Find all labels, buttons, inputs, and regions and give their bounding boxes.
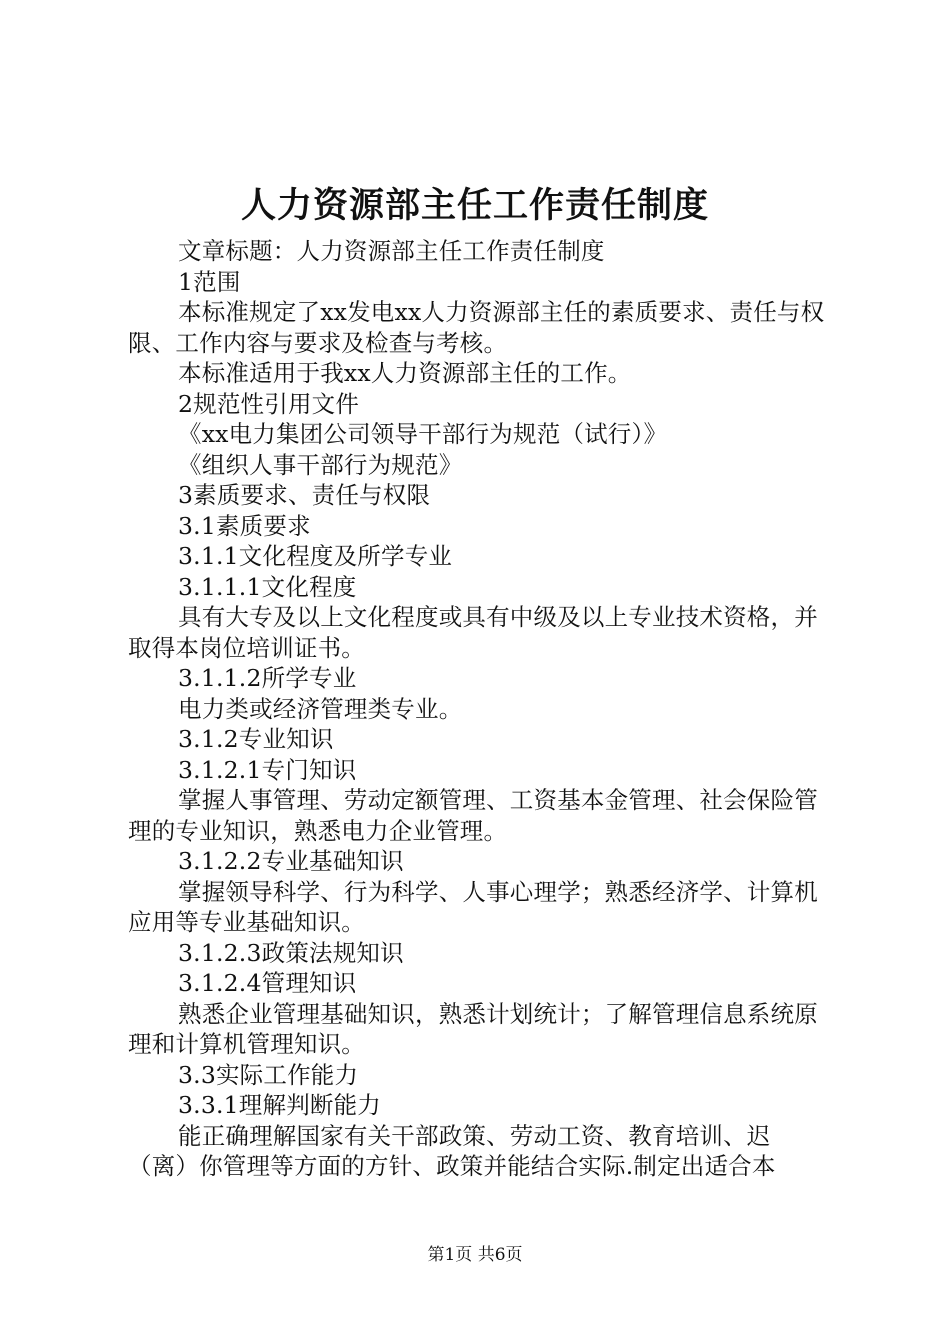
document-title: 人力资源部主任工作责任制度 bbox=[240, 186, 709, 226]
paragraph: 电力类或经济管理类专业。 bbox=[178, 694, 463, 723]
section-heading: 3.1.2.3政策法规知识 bbox=[178, 938, 404, 967]
paragraph: 掌握人事管理、劳动定额管理、工资基本金管理、社会保险管理的专业知识，熟悉电力企业管理。 bbox=[128, 786, 818, 845]
section-heading: 3.1.1.1文化程度 bbox=[178, 572, 357, 601]
section-heading: 3.1.2专业知识 bbox=[178, 725, 334, 753]
section-heading: 3.3实际工作能力 bbox=[178, 1060, 359, 1089]
paragraph: 熟悉企业管理基础知识，熟悉计划统计；了解管理信息系统原理和计算机管理知识。 bbox=[128, 999, 818, 1058]
section-heading: 3.1.2.1专门知识 bbox=[178, 755, 357, 784]
paragraph: 能正确理解国家有关干部政策、劳动工资、教育培训、迟（离）你管理等方面的方针、政策并能结合实际.制定出适合本 bbox=[128, 1121, 776, 1180]
paragraph: 掌握领导科学、行为科学、人事心理学；熟悉经济学、计算机应用等专业基础知识。 bbox=[128, 877, 818, 936]
reference-item: 《组织人事干部行为规范》 bbox=[178, 450, 463, 479]
section-heading: 1范围 bbox=[178, 267, 241, 296]
reference-item: 《xx电力集团公司领导干部行为规范（试行）》 bbox=[178, 420, 668, 448]
paragraph: 本标准规定了xx发电xx人力资源部主任的素质要求、责任与权限、工作内容与要求及检查与考核。 bbox=[128, 298, 825, 357]
page-footer: 第1页 共6页 bbox=[427, 1245, 523, 1265]
section-heading: 3素质要求、责任与权限 bbox=[178, 481, 431, 509]
section-heading: 3.1素质要求 bbox=[178, 511, 311, 540]
section-heading: 3.1.2.4管理知识 bbox=[178, 969, 357, 997]
paragraph: 文章标题：人力资源部主任工作责任制度 bbox=[178, 237, 605, 265]
paragraph: 本标准适用于我xx人力资源部主任的工作。 bbox=[178, 359, 632, 387]
paragraph: 具有大专及以上文化程度或具有中级及以上专业技术资格，并取得本岗位培训证书。 bbox=[128, 603, 818, 662]
section-heading: 3.1.1.2所学专业 bbox=[178, 664, 357, 692]
section-heading: 3.3.1理解判断能力 bbox=[178, 1091, 381, 1119]
section-heading: 2规范性引用文件 bbox=[178, 389, 360, 418]
section-heading: 3.1.2.2专业基础知识 bbox=[178, 847, 404, 875]
section-heading: 3.1.1文化程度及所学专业 bbox=[178, 542, 453, 570]
document-body bbox=[128, 236, 828, 1182]
